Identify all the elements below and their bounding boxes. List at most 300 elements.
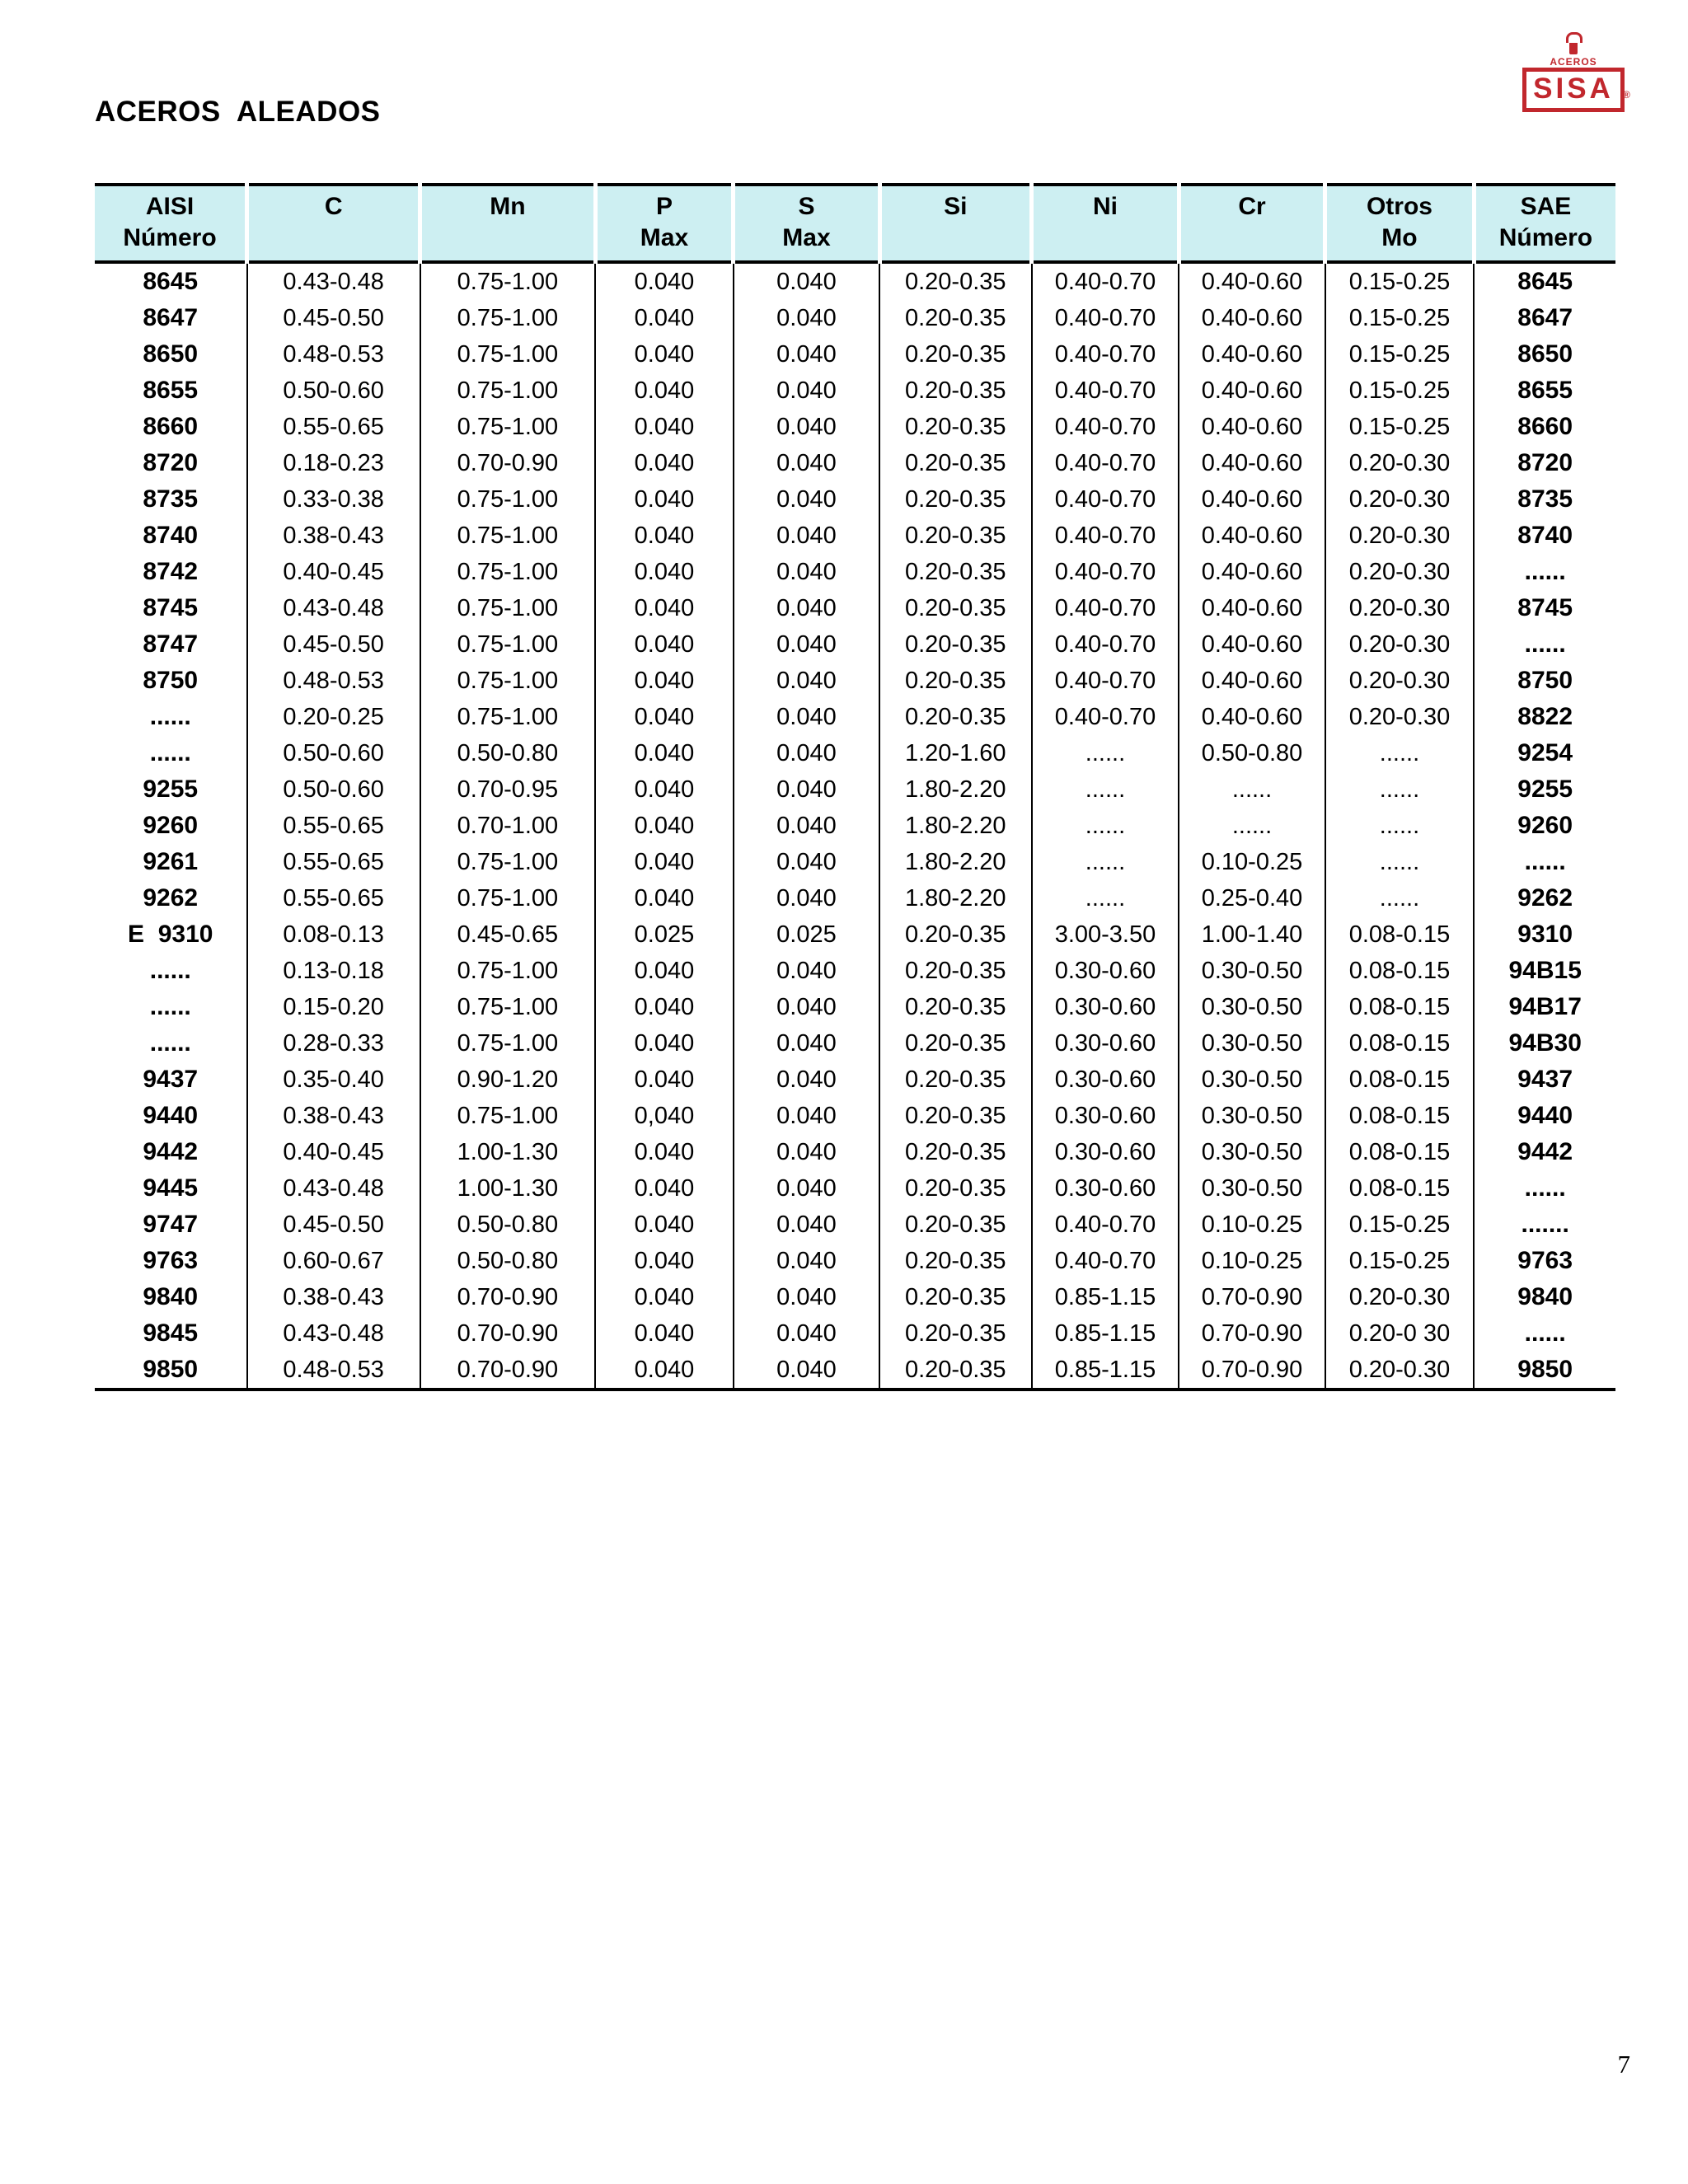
column-header-s: S Max (734, 185, 879, 262)
table-cell: 0.70-0.90 (420, 445, 595, 481)
table-cell: 0.90-1.20 (420, 1062, 595, 1098)
table-cell: 0.040 (734, 989, 879, 1025)
table-cell: 0.040 (734, 1243, 879, 1279)
table-cell: 0.08-0.15 (1325, 1098, 1475, 1134)
table-cell: 9440 (1517, 1102, 1573, 1129)
table-cell: 0.040 (595, 262, 734, 300)
table-cell: ...... (95, 989, 247, 1025)
table-cell: 0.040 (595, 1134, 734, 1170)
table-cell: 0.40-0.70 (1032, 481, 1179, 518)
table-cell: 9262 (95, 880, 247, 916)
table-cell: 0.20-0.30 (1325, 590, 1475, 626)
table-cell: 0.70-0.90 (420, 1279, 595, 1315)
table-cell: 0.040 (734, 1170, 879, 1207)
table-cell: 0.43-0.48 (247, 590, 420, 626)
table-cell: 0.20-0.35 (879, 953, 1032, 989)
table-cell: 0.13-0.18 (247, 953, 420, 989)
table-cell: ...... (1032, 844, 1179, 880)
table-cell: 9261 (95, 844, 247, 880)
table-cell: 8735 (1517, 485, 1573, 513)
table-cell: 0.20-0.30 (1325, 518, 1475, 554)
table-cell: 0.20-0.35 (879, 262, 1032, 300)
table-row (95, 989, 1615, 1025)
table-cell: 0.50-0.60 (247, 735, 420, 771)
table-cell: 9763 (1517, 1247, 1573, 1274)
column-header-cr: Cr (1179, 185, 1325, 262)
table-cell: 0.040 (734, 663, 879, 699)
table-cell: 0.040 (734, 373, 879, 409)
table-cell: 0.20-0.35 (879, 336, 1032, 373)
table-cell: 0.43-0.48 (247, 1170, 420, 1207)
table-cell: 0.20-0.35 (879, 1243, 1032, 1279)
column-header-sae: SAE Número (1474, 185, 1615, 262)
table-cell: 0.85-1.15 (1032, 1352, 1179, 1390)
table-cell: 0.75-1.00 (420, 1098, 595, 1134)
table-cell: 0.040 (595, 1062, 734, 1098)
table-cell: 0.20-0.35 (879, 989, 1032, 1025)
table-cell: 0.55-0.65 (247, 808, 420, 844)
table-cell: 0.08-0.13 (247, 916, 420, 953)
table-row (95, 554, 1615, 590)
table-cell: 9437 (95, 1062, 247, 1098)
table-cell: 0.50-0.80 (420, 1243, 595, 1279)
table-cell: 0.40-0.60 (1179, 373, 1325, 409)
table-cell: 0.20-0.30 (1325, 699, 1475, 735)
table-cell: 0.040 (595, 518, 734, 554)
table-cell: 0.75-1.00 (420, 481, 595, 518)
table-cell: 0.30-0.60 (1032, 1062, 1179, 1098)
table-cell: 0.040 (734, 808, 879, 844)
table-cell: 0.20-0.30 (1325, 481, 1475, 518)
table-cell: 0.040 (734, 590, 879, 626)
table-cell: 0.40-0.60 (1179, 262, 1325, 300)
table-cell: 0.40-0.60 (1179, 409, 1325, 445)
table-cell: 0.040 (595, 699, 734, 735)
table-cell: 9763 (95, 1243, 247, 1279)
table-cell: 1.80-2.20 (879, 771, 1032, 808)
table-cell: 0.08-0.15 (1325, 953, 1475, 989)
table-cell: 9440 (95, 1098, 247, 1134)
table-cell: 8655 (95, 373, 247, 409)
table-cell: 0.75-1.00 (420, 373, 595, 409)
table-cell: 0.040 (595, 626, 734, 663)
table-cell: 1.80-2.20 (879, 808, 1032, 844)
table-cell: 0.40-0.60 (1179, 518, 1325, 554)
table-cell: 0.20-0.35 (879, 590, 1032, 626)
table-cell: 0.15-0.25 (1325, 409, 1475, 445)
table-cell: 0.15-0.25 (1325, 262, 1475, 300)
table-cell: 0.75-1.00 (420, 626, 595, 663)
table-cell: 0.48-0.53 (247, 336, 420, 373)
table-cell: 0.70-0.90 (1179, 1315, 1325, 1352)
column-header-mn: Mn (420, 185, 595, 262)
table-cell: 0.040 (595, 953, 734, 989)
table-cell: 0.33-0.38 (247, 481, 420, 518)
table-cell: 8750 (1517, 667, 1573, 694)
table-cell: 0.040 (595, 735, 734, 771)
table-cell: 0.30-0.50 (1179, 953, 1325, 989)
table-cell: 0.10-0.25 (1179, 844, 1325, 880)
table-cell: 0.40-0.70 (1032, 626, 1179, 663)
table-row (95, 300, 1615, 336)
table-cell: 0.40-0.60 (1179, 481, 1325, 518)
table-cell: 0.40-0.70 (1032, 373, 1179, 409)
table-row (95, 262, 1615, 300)
table-cell: 0.30-0.50 (1179, 1134, 1325, 1170)
table-cell: 9260 (1517, 812, 1573, 839)
alloy-steels-table-wrap (95, 183, 1615, 1391)
table-row (95, 1134, 1615, 1170)
table-cell: 0.20-0.25 (247, 699, 420, 735)
table-cell: 0.040 (595, 409, 734, 445)
table-row (95, 1098, 1615, 1134)
table-cell: ...... (1179, 771, 1325, 808)
table-cell: 0.040 (595, 1315, 734, 1352)
table-cell: 0.55-0.65 (247, 880, 420, 916)
page-title: ACEROS ALEADOS (95, 96, 381, 128)
table-cell: 0.40-0.60 (1179, 663, 1325, 699)
table-row (95, 880, 1615, 916)
table-cell: 0.040 (734, 300, 879, 336)
table-cell: 0.040 (734, 953, 879, 989)
table-cell: 0.45-0.50 (247, 1207, 420, 1243)
table-cell: 0.08-0.15 (1325, 1062, 1475, 1098)
table-cell: 9255 (1517, 776, 1573, 803)
table-header (95, 185, 1615, 262)
table-cell: 9845 (95, 1315, 247, 1352)
table-cell: 8745 (1517, 594, 1573, 621)
table-cell: 1.20-1.60 (879, 735, 1032, 771)
table-cell: 0.20-0.35 (879, 373, 1032, 409)
table-cell: 0.43-0.48 (247, 1315, 420, 1352)
table-cell: 0.75-1.00 (420, 262, 595, 300)
table-cell: 0.40-0.70 (1032, 1243, 1179, 1279)
table-cell: 8655 (1517, 377, 1573, 404)
table-cell: 9445 (95, 1170, 247, 1207)
table-cell: 0.60-0.67 (247, 1243, 420, 1279)
table-cell: 0.50-0.80 (420, 1207, 595, 1243)
table-cell: 1.80-2.20 (879, 880, 1032, 916)
table-cell: 0.20-0.35 (879, 1315, 1032, 1352)
table-cell: 0.40-0.70 (1032, 699, 1179, 735)
table-row (95, 1352, 1615, 1390)
table-cell: 0.38-0.43 (247, 518, 420, 554)
table-cell: 0.040 (734, 518, 879, 554)
table-row (95, 844, 1615, 880)
table-cell: 0.040 (595, 1352, 734, 1390)
table-cell: 0.040 (595, 808, 734, 844)
table-cell: 0.040 (734, 1207, 879, 1243)
table-cell: 0.040 (595, 1025, 734, 1062)
table-cell: 0.20-0.35 (879, 409, 1032, 445)
table-cell: 8742 (95, 554, 247, 590)
table-cell: 0.30-0.50 (1179, 989, 1325, 1025)
table-cell: 8650 (95, 336, 247, 373)
table-cell: 0.20-0.35 (879, 1098, 1032, 1134)
page-number: 7 (1617, 2050, 1630, 2079)
table-cell: ...... (1325, 771, 1475, 808)
table-row (95, 1207, 1615, 1243)
table-cell: 0.75-1.00 (420, 663, 595, 699)
table-cell: 8720 (95, 445, 247, 481)
table-cell: 0.55-0.65 (247, 409, 420, 445)
table-cell: 0.20-0.30 (1325, 626, 1475, 663)
table-row (95, 699, 1615, 735)
table-cell: 8750 (95, 663, 247, 699)
table-cell: 0.025 (595, 916, 734, 953)
table-cell: 0.08-0.15 (1325, 1025, 1475, 1062)
table-cell: 9254 (1517, 739, 1573, 766)
table-cell: 0.40-0.70 (1032, 300, 1179, 336)
table-cell: 0.40-0.70 (1032, 554, 1179, 590)
table-cell: 0.040 (595, 481, 734, 518)
column-header-aisi: AISI Número (95, 185, 247, 262)
table-cell: 0.50-0.60 (247, 771, 420, 808)
table-cell: 0.040 (595, 1243, 734, 1279)
table-cell: 0.75-1.00 (420, 554, 595, 590)
table-cell: 0.40-0.70 (1032, 663, 1179, 699)
table-cell: 0.040 (595, 1279, 734, 1315)
table-cell: 0.70-0.90 (1179, 1279, 1325, 1315)
table-cell: 0.040 (734, 445, 879, 481)
table-cell: ...... (95, 1025, 247, 1062)
table-cell: 0.30-0.50 (1179, 1025, 1325, 1062)
table-cell: 8660 (1517, 413, 1573, 440)
table-cell: 9310 (1517, 921, 1573, 948)
table-cell: 0.45-0.50 (247, 626, 420, 663)
table-cell: 0.040 (734, 1315, 879, 1352)
table-cell: 0.040 (734, 1352, 879, 1390)
table-cell: 0.20-0.35 (879, 1352, 1032, 1390)
table-row (95, 336, 1615, 373)
table-cell: 0.43-0.48 (247, 262, 420, 300)
table-cell: 9850 (95, 1352, 247, 1390)
table-cell: 8822 (1517, 703, 1573, 730)
table-cell: ...... (1325, 808, 1475, 844)
table-cell: 0.55-0.65 (247, 844, 420, 880)
table-cell: 0.20-0.35 (879, 1207, 1032, 1243)
table-cell: 0.040 (734, 481, 879, 518)
table-cell: 0.040 (595, 663, 734, 699)
table-cell: 9255 (95, 771, 247, 808)
table-cell: 0.15-0.25 (1325, 336, 1475, 373)
table-cell: 0.040 (734, 844, 879, 880)
table-cell: 0.40-0.70 (1032, 518, 1179, 554)
header-row (95, 185, 1615, 262)
table-cell: 0.28-0.33 (247, 1025, 420, 1062)
table-row (95, 735, 1615, 771)
table-cell: 0.040 (595, 844, 734, 880)
table-cell: 0.040 (734, 409, 879, 445)
table-cell: 0.040 (595, 590, 734, 626)
table-cell: 9442 (1517, 1138, 1573, 1165)
table-cell: 0.15-0.25 (1325, 300, 1475, 336)
table-cell: 9747 (95, 1207, 247, 1243)
table-cell: ...... (1524, 558, 1566, 585)
table-row (95, 771, 1615, 808)
table-cell: 0.40-0.60 (1179, 300, 1325, 336)
table-cell: 0.20-0.35 (879, 626, 1032, 663)
table-cell: ...... (1032, 771, 1179, 808)
column-header-ni: Ni (1032, 185, 1179, 262)
table-cell: 0.40-0.60 (1179, 699, 1325, 735)
table-cell: 94B15 (1508, 957, 1582, 984)
table-cell: ...... (1524, 848, 1566, 875)
table-cell: 0.025 (734, 916, 879, 953)
table-cell: 0.30-0.60 (1032, 989, 1179, 1025)
table-cell: 0.15-0.20 (247, 989, 420, 1025)
table-cell: 0.040 (595, 989, 734, 1025)
table-cell: 0.08-0.15 (1325, 916, 1475, 953)
table-cell: 0.040 (595, 880, 734, 916)
table-cell: 0.50-0.80 (1179, 735, 1325, 771)
column-header-p: P Max (595, 185, 734, 262)
table-cell: 8747 (95, 626, 247, 663)
table-row (95, 590, 1615, 626)
table-cell: E 9310 (95, 916, 247, 953)
table-cell: 0.20-0.35 (879, 518, 1032, 554)
table-cell: 0.20-0.35 (879, 1170, 1032, 1207)
table-cell: 0.48-0.53 (247, 1352, 420, 1390)
table-cell: 0.20-0.35 (879, 445, 1032, 481)
table-cell: 0.040 (595, 1170, 734, 1207)
table-cell: 0.30-0.60 (1032, 1025, 1179, 1062)
table-cell: 8650 (1517, 340, 1573, 368)
table-cell: 0.30-0.50 (1179, 1062, 1325, 1098)
alloy-table (95, 183, 1615, 1391)
table-cell: 9260 (95, 808, 247, 844)
table-cell: 8645 (1517, 268, 1573, 295)
logo-aceros-text: ACEROS (1550, 56, 1597, 68)
table-cell: 0.70-1.00 (420, 808, 595, 844)
table-cell: 0.040 (734, 626, 879, 663)
table-cell: 9262 (1517, 884, 1573, 912)
table-row (95, 1025, 1615, 1062)
table-cell: 0.35-0.40 (247, 1062, 420, 1098)
column-header-otros: Otros Mo (1325, 185, 1475, 262)
table-row (95, 1243, 1615, 1279)
table-row (95, 1315, 1615, 1352)
table-cell: 0.85-1.15 (1032, 1279, 1179, 1315)
table-row (95, 445, 1615, 481)
table-cell: 0.30-0.50 (1179, 1098, 1325, 1134)
table-cell: 0.40-0.70 (1032, 262, 1179, 300)
logo-sisa-text: SISA ® (1522, 68, 1625, 112)
table-row (95, 373, 1615, 409)
table-cell: ...... (1032, 880, 1179, 916)
table-cell: 0.20-0.35 (879, 300, 1032, 336)
table-cell: 0.20-0.35 (879, 481, 1032, 518)
table-cell: 0.70-0.95 (420, 771, 595, 808)
table-cell: 0.20-0.35 (879, 916, 1032, 953)
table-cell: 0.40-0.60 (1179, 445, 1325, 481)
table-cell: 0.75-1.00 (420, 1025, 595, 1062)
table-cell: 0.20-0.35 (879, 1062, 1032, 1098)
table-cell: 0.15-0.25 (1325, 373, 1475, 409)
table-cell: 0.40-0.60 (1179, 554, 1325, 590)
table-row (95, 916, 1615, 953)
table-row (95, 1062, 1615, 1098)
table-cell: 0.08-0.15 (1325, 989, 1475, 1025)
table-cell: 0.30-0.60 (1032, 1098, 1179, 1134)
table-cell: 0.20-0 30 (1325, 1315, 1475, 1352)
table-cell: 94B17 (1508, 993, 1582, 1020)
table-cell: 0.040 (595, 554, 734, 590)
table-row (95, 409, 1615, 445)
table-cell: 0,040 (595, 1098, 734, 1134)
table-cell: 0.30-0.60 (1032, 953, 1179, 989)
table-cell: 0.45-0.65 (420, 916, 595, 953)
table-row (95, 808, 1615, 844)
table-cell: ...... (1524, 630, 1566, 658)
table-cell: 0.20-0.30 (1325, 445, 1475, 481)
table-cell: 94B30 (1508, 1029, 1582, 1057)
table-cell: 0.040 (734, 1279, 879, 1315)
table-cell: 8647 (95, 300, 247, 336)
table-cell: 0.040 (595, 373, 734, 409)
table-cell: 8740 (1517, 522, 1573, 549)
table-cell: 0.40-0.70 (1032, 445, 1179, 481)
table-cell: ...... (1325, 880, 1475, 916)
table-cell: 0.20-0.35 (879, 554, 1032, 590)
table-cell: 0.38-0.43 (247, 1098, 420, 1134)
table-cell: 9840 (1517, 1283, 1573, 1310)
table-cell: ...... (1524, 1319, 1566, 1347)
table-cell: 8745 (95, 590, 247, 626)
table-cell: 0.70-0.90 (420, 1352, 595, 1390)
table-cell: 0.40-0.70 (1032, 1207, 1179, 1243)
table-cell: 0.20-0.30 (1325, 1352, 1475, 1390)
table-row (95, 1279, 1615, 1315)
table-cell: 0.040 (734, 1134, 879, 1170)
table-cell: 0.10-0.25 (1179, 1243, 1325, 1279)
table-cell: 9840 (95, 1279, 247, 1315)
table-cell: 0.20-0.35 (879, 699, 1032, 735)
table-cell: 0.70-0.90 (1179, 1352, 1325, 1390)
registered-mark: ® (1623, 89, 1634, 101)
table-cell: 0.040 (734, 699, 879, 735)
table-cell: 0.75-1.00 (420, 953, 595, 989)
table-cell: 0.40-0.60 (1179, 626, 1325, 663)
table-cell: 0.75-1.00 (420, 844, 595, 880)
table-cell: 0.75-1.00 (420, 989, 595, 1025)
table-cell: 0.040 (595, 771, 734, 808)
table-cell: 0.38-0.43 (247, 1279, 420, 1315)
table-row (95, 663, 1615, 699)
table-cell: 1.00-1.40 (1179, 916, 1325, 953)
table-cell: 0.20-0.35 (879, 1025, 1032, 1062)
table-row (95, 518, 1615, 554)
table-cell: 0.48-0.53 (247, 663, 420, 699)
table-row (95, 1170, 1615, 1207)
table-cell: 0.10-0.25 (1179, 1207, 1325, 1243)
table-cell: ...... (95, 699, 247, 735)
table-cell: 0.040 (734, 1025, 879, 1062)
table-cell: 0.040 (595, 300, 734, 336)
table-cell: 0.50-0.80 (420, 735, 595, 771)
table-cell: 0.20-0.35 (879, 1279, 1032, 1315)
table-cell: 0.08-0.15 (1325, 1134, 1475, 1170)
table-body (95, 262, 1615, 1390)
table-cell: ...... (1325, 735, 1475, 771)
table-cell: 0.20-0.35 (879, 663, 1032, 699)
table-row (95, 626, 1615, 663)
table-cell: ...... (95, 953, 247, 989)
table-cell: ...... (1524, 1174, 1566, 1202)
table-cell: 0.75-1.00 (420, 880, 595, 916)
table-cell: 8647 (1517, 304, 1573, 331)
table-cell: 1.00-1.30 (420, 1170, 595, 1207)
